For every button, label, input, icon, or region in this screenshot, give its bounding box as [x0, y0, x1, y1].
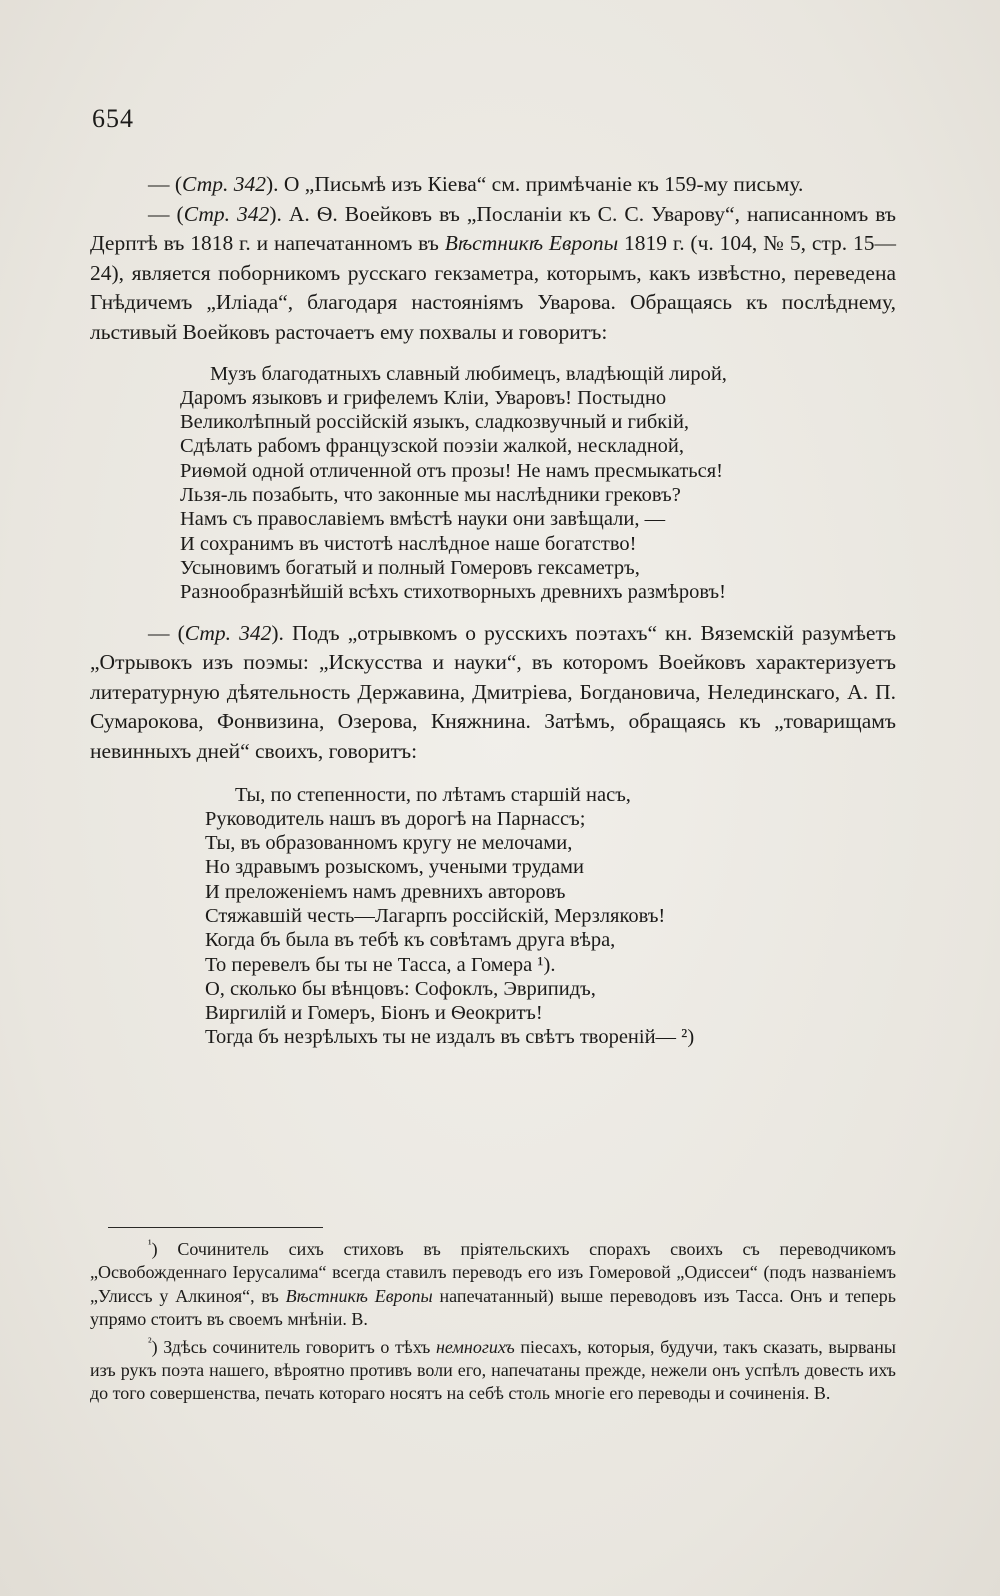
verse-line: И сохранимъ въ чистотѣ наслѣдное наше богатство! [180, 532, 637, 555]
footnote-mark: ¹ [148, 1237, 152, 1251]
para-dash: — ( [148, 172, 183, 196]
verse-line: Сдѣлать рабомъ французской поэзіи жалкой, нескладной, [180, 435, 685, 458]
note-paragraph-2 [90, 200, 896, 348]
verse-line: Виргилій и Гомеръ, Біонъ и Ѳеокритъ! [205, 1002, 543, 1025]
verse-line: Стяжавшій честь—Лагарпъ россійскій, Мерзляковъ! [205, 904, 666, 927]
para-text: ). О „Письмѣ изъ Кіева“ см. примѣчаніе къ 159-му письму. [265, 172, 804, 196]
journal-title: Вѣстникѣ Европы [285, 1285, 433, 1306]
footnote-text: піесахъ, которыя, будучи, такъ сказать, вырваны изъ рукъ поэта нашего, вѣроятно противъ воли его, напечатаны прежде, нежели онъ успѣлъ довесть ихъ до того совершенства, печать котораго носятъ на себѣ столь многіе его переводы и сочиненія. В. [90, 1336, 896, 1404]
verse-quote-1 [90, 362, 896, 605]
para-text: ). А. Ѳ. Воейковъ въ „Посланіи къ С. С. Уварову“, написанномъ въ Дерптѣ въ 1818 г. и напечатанномъ въ [90, 201, 896, 256]
footnote-1 [90, 1238, 896, 1332]
para-dash: — ( [148, 201, 184, 226]
verse-line: То перевелъ бы ты не Тасса, а Гомера ¹). [205, 953, 556, 976]
footnote-2 [90, 1336, 896, 1406]
footnote-text: напечатанный) выше переводовъ изъ Тасса. Онъ и теперь упрямо стоитъ въ своемъ мнѣніи. В. [90, 1285, 897, 1330]
verse-line: Намъ съ православіемъ вмѣстѣ науки они завѣщали, — [180, 508, 666, 531]
verse-line: О, сколько бы вѣнцовъ: Софоклъ, Эврипидъ, [205, 977, 596, 1000]
footnote-text: ) Сочинитель сихъ стиховъ въ пріятельскихъ спорахъ своихъ съ переводчикомъ „Освобожденнаго Іерусалима“ всегда ставилъ переводъ его изъ Гомеровой „Одиссеи“ (подъ названіемъ „Улиссъ у Алкиноя“, въ [90, 1239, 896, 1306]
journal-title: Вѣстникѣ Европы [444, 231, 619, 256]
verse-line: Но здравымъ розыскомъ, учеными трудами [205, 856, 584, 879]
para-dash: — ( [148, 620, 185, 645]
verse-line: Музъ благодатныхъ славный любимецъ, владѣющій лирой, [210, 362, 727, 385]
verse-line: Риѳмой одной отличенной отъ прозы! Не намъ пресмыкаться! [180, 459, 723, 482]
footnote-divider [108, 1227, 323, 1228]
footnote-text: ) Здѣсь сочинитель говоритъ о тѣхъ [151, 1336, 436, 1357]
verse-line: Великолѣпный россійскій языкъ, сладкозвучный и гибкій, [180, 411, 690, 434]
verse-line: Тогда бъ незрѣлыхъ ты не издалъ въ свѣтъ твореній— ²) [205, 1026, 695, 1049]
verse-line: Ты, въ образованномъ кругу не мелочами, [205, 832, 573, 855]
verse-line: Разнообразнѣйшій всѣхъ стихотворныхъ древнихъ размѣровъ! [180, 581, 726, 604]
note-paragraph-1 [90, 170, 896, 200]
footnotes [90, 1238, 896, 1410]
verse-line: И преложеніемъ намъ древнихъ авторовъ [205, 880, 566, 903]
main-text [90, 170, 896, 1064]
verse-line: Даромъ языковъ и грифелемъ Кліи, Уваровъ! Постыдно [180, 386, 667, 409]
verse-line: Руководитель нашъ въ дорогѣ на Парнассъ; [205, 807, 586, 830]
verse-line: Ты, по степенности, по лѣтамъ старшій насъ, [235, 783, 631, 806]
para-text: ). Подъ „отрывкомъ о русскихъ поэтахъ“ кн. Вяземскій разумѣетъ „Отрывокъ изъ поэмы: „Искусства и науки“, въ которомъ Воейковъ характеризуетъ литературную дѣятельность Державина, Дмитріева, Богдановича, Нелединскаго, А. П. Сумарокова, Фонвизина, Озерова, Княжнина. Затѣмъ, обращаясь къ „товарищамъ невинныхъ дней“ своихъ, говоритъ: [90, 620, 896, 763]
footnote-mark: ² [148, 1334, 152, 1349]
page-number: 654 [92, 104, 134, 133]
verse-line: Усыновимъ богатый и полный Гомеровъ гексаметръ, [180, 556, 640, 579]
verse-line: Льзя-ль позабыть, что законные мы наслѣдники грековъ? [180, 484, 681, 507]
verse-quote-2 [90, 783, 896, 1050]
verse-line: Когда бъ была въ тебѣ къ совѣтамъ друга вѣра, [205, 929, 616, 952]
page-reference: Стр. 342 [183, 201, 270, 226]
page-reference: Стр. 342 [184, 620, 272, 645]
note-paragraph-3 [90, 619, 896, 767]
emphasis: немногихъ [435, 1336, 515, 1357]
page-reference: Стр. 342 [182, 172, 266, 196]
para-text: 1819 г. (ч. 104, № 5, стр. 15—24), является поборникомъ русскаго гекзаметра, которымъ, какъ извѣстно, переведена Гнѣдичемъ „Иліада“, благодаря настояніямъ Уварова. Обращаясь къ послѣднему, льстивый Воейковъ расточаетъ ему похвалы и говоритъ: [90, 231, 896, 344]
